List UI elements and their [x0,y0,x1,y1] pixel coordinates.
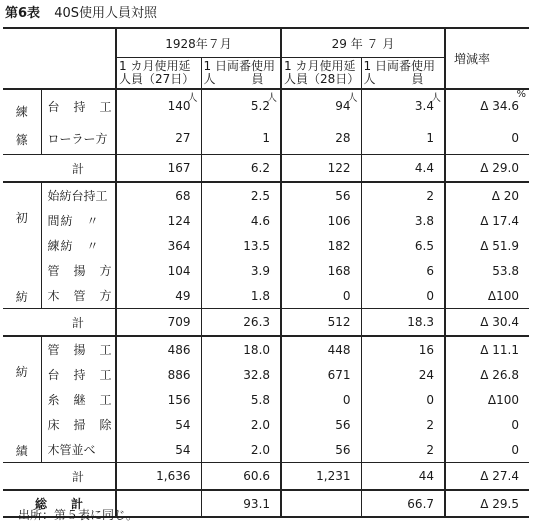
header-col-b-line2: 人 員 [203,72,264,86]
table-caption: 40S使用人員対照 [54,6,157,21]
cell-e: Δ100 [445,387,529,412]
section-label-bottom: 紡 [15,290,28,304]
cell-c: 0 [281,283,361,309]
cell-a: 54 [116,412,201,437]
cell-e-value: Δ 34.6 [480,99,520,114]
cell-d: 0 [361,283,445,309]
subtotal-row [3,309,529,337]
unit-mark: 人 [267,93,278,104]
cell-d: 6.5 [361,233,445,258]
row-label: 木管並べ [41,437,116,463]
row-label: 台 持 工 [41,89,116,122]
table-row [3,258,529,283]
table-row [3,89,529,122]
row-label: 始紡台持工 [41,182,116,208]
cell-e: Δ 30.4 [445,309,529,337]
row-label: 計 [41,309,116,337]
header-row-years [3,28,529,58]
cell-c [281,490,361,517]
table-row [3,182,529,208]
unit-mark: % [516,89,527,100]
cell-c: 671 [281,362,361,387]
change-rate-label: 増減率 [454,52,491,66]
cell-e: Δ 11.1 [445,336,529,362]
cell-e: Δ 29.0 [445,155,529,183]
cell-d: 6 [361,258,445,283]
section-spacer [3,309,41,337]
header-col-d-line2: 人 員 [363,72,424,86]
cell-c: 512 [281,309,361,337]
cell-d: 18.3 [361,309,445,337]
row-label: 糸 継 工 [41,387,116,412]
table-row [3,387,529,412]
section-label-top: 練 [15,105,28,119]
cell-b: 26.3 [201,309,281,337]
cell-b: 18.0 [201,336,281,362]
header-col-b [201,58,281,90]
cell-d: 44 [361,463,445,491]
cell-a: 124 [116,208,201,233]
header-col-d [361,58,445,90]
cell-b: 1.8 [201,283,281,309]
header-col-a [116,58,201,90]
table-row [3,283,529,309]
cell-c: 1,231 [281,463,361,491]
header-col-c-line2: 人員（28日） [284,72,360,86]
cell-c [281,89,361,122]
cell-e: Δ 17.4 [445,208,529,233]
cell-b: 32.8 [201,362,281,387]
header-col-d-line1: 1 日両番使用 [363,59,435,73]
section-spacer [3,463,41,491]
cell-b: 2.5 [201,182,281,208]
cell-c: 168 [281,258,361,283]
section-label [3,89,41,155]
cell-b: 93.1 [201,490,281,517]
row-label: 計 [41,155,116,183]
header-col-c-line1: 1 カ月使用延 [284,59,356,73]
table-row [3,412,529,437]
row-label: 管 揚 工 [41,336,116,362]
cell-e: Δ 20 [445,182,529,208]
header-empty [3,28,116,89]
cell-a: 886 [116,362,201,387]
cell-a: 68 [116,182,201,208]
cell-b [201,89,281,122]
cell-a: 364 [116,233,201,258]
cell-a: 156 [116,387,201,412]
cell-c: 122 [281,155,361,183]
section-label [3,182,41,309]
cell-c-value: 94 [335,99,351,114]
row-label: 台 持 工 [41,362,116,387]
section-spacer [3,155,41,183]
table-row [3,233,529,258]
cell-a [116,89,201,122]
cell-e: Δ 26.8 [445,362,529,387]
cell-e: Δ 29.5 [445,490,529,517]
cell-b: 60.6 [201,463,281,491]
cell-a: 49 [116,283,201,309]
cell-e: 0 [445,412,529,437]
cell-d: 2 [361,182,445,208]
cell-a: 709 [116,309,201,337]
cell-c: 56 [281,412,361,437]
cell-c: 182 [281,233,361,258]
subtotal-row [3,155,529,183]
source-note: 出所：第５表に同じ。 [18,508,139,522]
cell-c: 106 [281,208,361,233]
header-col-b-line1: 1 日両番使用 [203,59,275,73]
cell-d: 16 [361,336,445,362]
table-row [3,437,529,463]
cell-a: 1,636 [116,463,201,491]
cell-b: 5.8 [201,387,281,412]
row-label: 木 管 方 [41,283,116,309]
cell-b: 1 [201,122,281,154]
table-row [3,122,529,154]
section-label [3,336,41,463]
row-label: 間紡 〃 [41,208,116,233]
cell-c: 448 [281,336,361,362]
cell-a: 27 [116,122,201,154]
section-label-top: 初 [15,211,28,225]
cell-a-value: 140 [167,99,191,114]
cell-e: 0 [445,122,529,154]
cell-d: 3.8 [361,208,445,233]
table-row [3,208,529,233]
cell-d-value: 3.4 [414,99,435,114]
cell-b: 4.6 [201,208,281,233]
cell-e: 53.8 [445,258,529,283]
cell-b: 6.2 [201,155,281,183]
personnel-table [3,27,529,518]
row-label: ローラー方 [41,122,116,154]
subtotal-row [3,463,529,491]
table-row [3,362,529,387]
cell-d: 4.4 [361,155,445,183]
header-change-rate [445,28,529,89]
cell-a: 486 [116,336,201,362]
section-label-bottom: 績 [15,444,28,458]
row-label: 計 [41,463,116,491]
cell-e: Δ100 [445,283,529,309]
cell-d: 2 [361,437,445,463]
cell-d: 24 [361,362,445,387]
cell-b: 2.0 [201,412,281,437]
table-title [5,2,157,21]
cell-e: Δ 27.4 [445,463,529,491]
header-year-1928: 1928年７月 [116,28,281,58]
cell-d: 2 [361,412,445,437]
unit-mark: 人 [347,93,358,104]
cell-b: 3.9 [201,258,281,283]
cell-d: 66.7 [361,490,445,517]
cell-b: 2.0 [201,437,281,463]
row-label: 管 揚 方 [41,258,116,283]
row-label: 床 掃 除 [41,412,116,437]
cell-a: 167 [116,155,201,183]
cell-c: 56 [281,437,361,463]
cell-b-value: 5.2 [250,99,271,114]
cell-a: 54 [116,437,201,463]
header-col-c [281,58,361,90]
section-label-bottom: 篠 [15,133,28,147]
unit-mark: 人 [431,93,442,104]
section-label-top: 紡 [15,365,28,379]
cell-d: 0 [361,387,445,412]
cell-e [445,89,529,122]
cell-d [361,89,445,122]
cell-c: 28 [281,122,361,154]
cell-c: 0 [281,387,361,412]
cell-e: 0 [445,437,529,463]
header-year-1929: 29 年 ７ 月 [281,28,445,58]
row-label: 練紡 〃 [41,233,116,258]
header-col-a-line2: 人員（27日） [119,72,195,86]
cell-b: 13.5 [201,233,281,258]
cell-c: 56 [281,182,361,208]
header-col-a-line1: 1 カ月使用延 [119,59,191,73]
cell-a: 104 [116,258,201,283]
unit-mark: 人 [187,93,198,104]
cell-e: Δ 51.9 [445,233,529,258]
table-row [3,336,529,362]
table-number: 第6表 [5,6,41,21]
cell-d: 1 [361,122,445,154]
grand-total-label: 総 計 [3,490,116,517]
